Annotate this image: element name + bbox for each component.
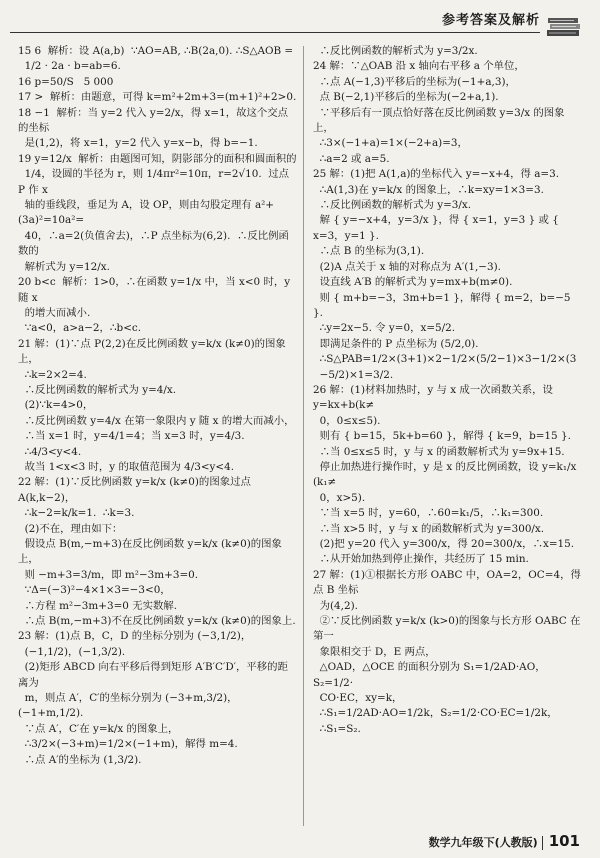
answer-line: △OAD，△OCE 的面积分别为 S₁=1/2AD·AO，S₂=1/2· bbox=[313, 661, 546, 689]
answer-line: 19 y=12/x 解析：由题图可知，阴影部分的面积和圆面积的 bbox=[18, 152, 297, 165]
answer-line: (2)A 点关于 x 轴的对称点为 A′(1,−3). bbox=[313, 260, 501, 273]
answer-line: 25 解：(1)把 A(1,a)的坐标代入 y=−x+4，得 a=3. bbox=[313, 168, 560, 181]
answer-line: ∴方程 m²−3m+3=0 无实数解. bbox=[18, 599, 178, 612]
answer-line: 的增大而减小. bbox=[18, 306, 91, 319]
answer-line: ∴3×(−1+a)=1×(−2+a)=3， bbox=[313, 137, 468, 150]
answer-line: ∴点 B 的坐标为(3,1). bbox=[313, 245, 425, 258]
answer-line: 17 > 解析：由题意，可得 k=m²+2m+3=(m+1)²+2>0. bbox=[18, 91, 297, 104]
right-column bbox=[313, 44, 583, 737]
answer-line: 20 b<c 解析：1>0，∴在函数 y=1/x 中，当 x<0 时，y 随 x bbox=[18, 276, 294, 304]
answer-line: ∴k−2=k/k=1. ∴k=3. bbox=[18, 507, 135, 520]
answer-line: 则有 { b=15，5k+b=60 }，解得 { k=9，b=15 }. bbox=[313, 430, 571, 443]
answer-line: ∴点 A′的坐标为 (1,3/2). bbox=[18, 753, 142, 766]
answer-line: 轴的垂线段，垂足为 A，设 OP，则由勾股定理有 a²+(3a)²=10a²= bbox=[18, 199, 275, 227]
answer-line: −5/2)×1=3/2. bbox=[313, 368, 394, 381]
answer-line: 即满足条件的 P 点坐标为 (5/2,0). bbox=[313, 337, 479, 350]
answer-line: 象限相交于 D，E 两点， bbox=[313, 645, 436, 658]
answer-line: m，则点 A′，C′的坐标分别为 (−3+m,3/2)，(−1+m,1/2). bbox=[18, 692, 238, 720]
answer-line: ∵Δ=(−3)²−4×1×3=−3<0， bbox=[18, 584, 171, 597]
answer-line: (2)把 y=20 代入 y=300/x，得 20=300/x，∴x=15. bbox=[313, 538, 575, 550]
answer-line: (2)矩形 ABCD 向右平移后得到矩形 A′B′C′D′，平移的距离为 bbox=[18, 661, 288, 689]
answer-line: ∴当 0≤x≤5 时，y 与 x 的函数解析式为 y=9x+15. bbox=[313, 445, 565, 458]
answer-line: 22 解：(1)∵反比例函数 y=k/x (k≠0)的图象过点 A(k,k−2)， bbox=[18, 476, 255, 504]
page-footer bbox=[429, 832, 580, 850]
answer-line: 假设点 B(m,−m+3)在反比例函数 y=k/x (k≠0)的图象上， bbox=[18, 538, 282, 566]
answer-line: 21 解：(1)∵点 P(2,2)在反比例函数 y=k/x (k≠0)的图象上， bbox=[18, 337, 286, 366]
answer-line: CO·EC，xy=k， bbox=[313, 692, 403, 705]
answer-line: ∴反比例函数的解析式为 y=3/x. bbox=[313, 199, 472, 212]
left-column bbox=[18, 44, 298, 768]
answer-line: (2)∵k=4>0， bbox=[18, 399, 94, 412]
footer-separator bbox=[542, 836, 543, 850]
answer-line: 27 解：(1)①根据长方形 OABC 中，OA=2，OC=4，得点 B 坐标 bbox=[313, 568, 581, 597]
answer-line: 点 B(−2,1)平移后的坐标为(−2+a,1). bbox=[313, 91, 499, 104]
answer-line: ∴反比例函数的解析式为 y=4/x. bbox=[18, 383, 177, 396]
answer-line: ∴S₁=1/2AD·AO=1/2k，S₂=1/2·CO·EC=1/2k， bbox=[313, 707, 558, 720]
header-rule bbox=[10, 32, 540, 33]
answer-line: ∴S₁=S₂. bbox=[313, 722, 361, 735]
answer-line: ∵平移后有一顶点恰好落在反比例函数 y=3/x 的图象上， bbox=[313, 106, 565, 135]
answer-line: (−1,1/2)，(−1,3/2). bbox=[18, 645, 126, 658]
column-divider bbox=[303, 46, 304, 826]
answer-line: 15 6 解析：设 A(a,b) ∵AO=AB, ∴B(2a,0). ∴S△AOB = bbox=[18, 45, 294, 57]
answer-line: 解析式为 y=12/x. bbox=[18, 260, 110, 273]
answer-line: ∵当 x=5 时，y=60，∴60=k₁/5，∴k₁=300. bbox=[313, 507, 544, 520]
answer-line: ②∵反比例函数 y=k/x (k>0)的图象与长方形 OABC 在第一 bbox=[313, 615, 581, 643]
answer-line: 40，∴a=2(负值舍去)，∴P 点坐标为(6,2). ∴反比例函数的 bbox=[18, 229, 289, 258]
answer-line: (2)不在，理由如下： bbox=[18, 522, 123, 535]
answer-line: 1/2 · 2a · b=ab=6. bbox=[18, 60, 121, 73]
answer-line: 则 −m+3=3/m，即 m²−3m+3=0. bbox=[18, 568, 199, 581]
header-title: 参考答案及解析 bbox=[441, 13, 540, 28]
answer-line: ∴从开始加热到停止操作，共经历了 15 min. bbox=[313, 553, 529, 566]
answer-line: 则 { m+b=−3，3m+b=1 }，解得 { m=2，b=−5 }. bbox=[313, 291, 574, 319]
page-header bbox=[0, 0, 600, 40]
footer-book-title: 数学九年级下(人教版) bbox=[428, 836, 538, 849]
answer-line: ∴S△PAB=1/2×(3+1)×2−1/2×(5/2−1)×3−1/2×(3 bbox=[313, 353, 577, 366]
page-number: 101 bbox=[548, 832, 580, 850]
answer-line: 0，0≤x≤5). bbox=[313, 414, 381, 427]
answer-line: ∴点 A(−1,3)平移后的坐标为(−1+a,3)， bbox=[313, 75, 516, 88]
answer-line: ∴k=2×2=4. bbox=[18, 368, 87, 381]
answer-line: 23 解：(1)点 B，C，D 的坐标分别为 (−3,1/2)， bbox=[18, 630, 252, 643]
answer-line: ∴反比例函数的解析式为 y=3/2x. bbox=[313, 45, 478, 57]
answer-line: 16 p=50/S 5 000 bbox=[18, 75, 114, 88]
answer-line: ∵a<0，a>a−2，∴b<c. bbox=[18, 322, 142, 335]
answer-line: ∴a=2 或 a=5. bbox=[313, 152, 390, 165]
answer-line: ∴3/2×(−3+m)=1/2×(−1+m)，解得 m=4. bbox=[18, 738, 238, 751]
answer-line: 26 解：(1)材料加热时，y 与 x 成一次函数关系，设 y=kx+b(k≠ bbox=[313, 383, 557, 412]
answer-line: ∴当 x=1 时，y=4/1=4；当 x=3 时，y=4/3. bbox=[18, 430, 245, 443]
answer-line: ∴点 B(m,−m+3)不在反比例函数 y=k/x (k≠0)的图象上. bbox=[18, 615, 296, 628]
answer-line: 18 −1 解析：当 y=2 代入 y=2/x，得 x=1，故这个交点的坐标 bbox=[18, 106, 289, 135]
answer-line: 24 解：∵△OAB 沿 x 轴向右平移 a 个单位， bbox=[313, 60, 525, 73]
answer-line: ∴4/3<y<4. bbox=[18, 445, 82, 458]
answer-line: 停止加热进行操作时，y 是 x 的反比例函数，设 y=k₁/x (k₁≠ bbox=[313, 460, 580, 489]
answer-line: ∴y=2x−5. 令 y=0，x=5/2. bbox=[313, 322, 456, 335]
answer-line: ∵点 A′，C′在 y=k/x 的图象上， bbox=[18, 722, 179, 735]
answer-line: ∴A(1,3)在 y=k/x 的图象上，∴k=xy=1×3=3. bbox=[313, 183, 544, 196]
answer-line: ∴反比例函数 y=4/x 在第一象限内 y 随 x 的增大而减小， bbox=[18, 414, 295, 427]
answer-line: 0，x>5). bbox=[313, 491, 366, 504]
answer-line: 是(1,2)，将 x=1，y=2 代入 y=x−b，得 b=−1. bbox=[18, 137, 258, 150]
answer-line: 1/4，设圆的半径为 r，则 1/4πr²=10π，r=2√10. 过点 P 作 x bbox=[18, 168, 293, 196]
answer-line: 为(4,2). bbox=[313, 599, 358, 612]
answer-line: 解 { y=−x+4，y=3/x }，得 { x=1，y=3 } 或 { x=3，y=1 }. bbox=[313, 214, 563, 242]
answer-line: 设直线 A′B 的解析式为 y=mx+b(m≠0). bbox=[313, 276, 513, 289]
answer-line: ∴当 x>5 时，y 与 x 的函数解析式为 y=300/x. bbox=[313, 522, 545, 535]
book-stack-icon bbox=[546, 16, 582, 38]
answer-line: 故当 1<x<3 时，y 的取值范围为 4/3<y<4. bbox=[18, 460, 235, 473]
